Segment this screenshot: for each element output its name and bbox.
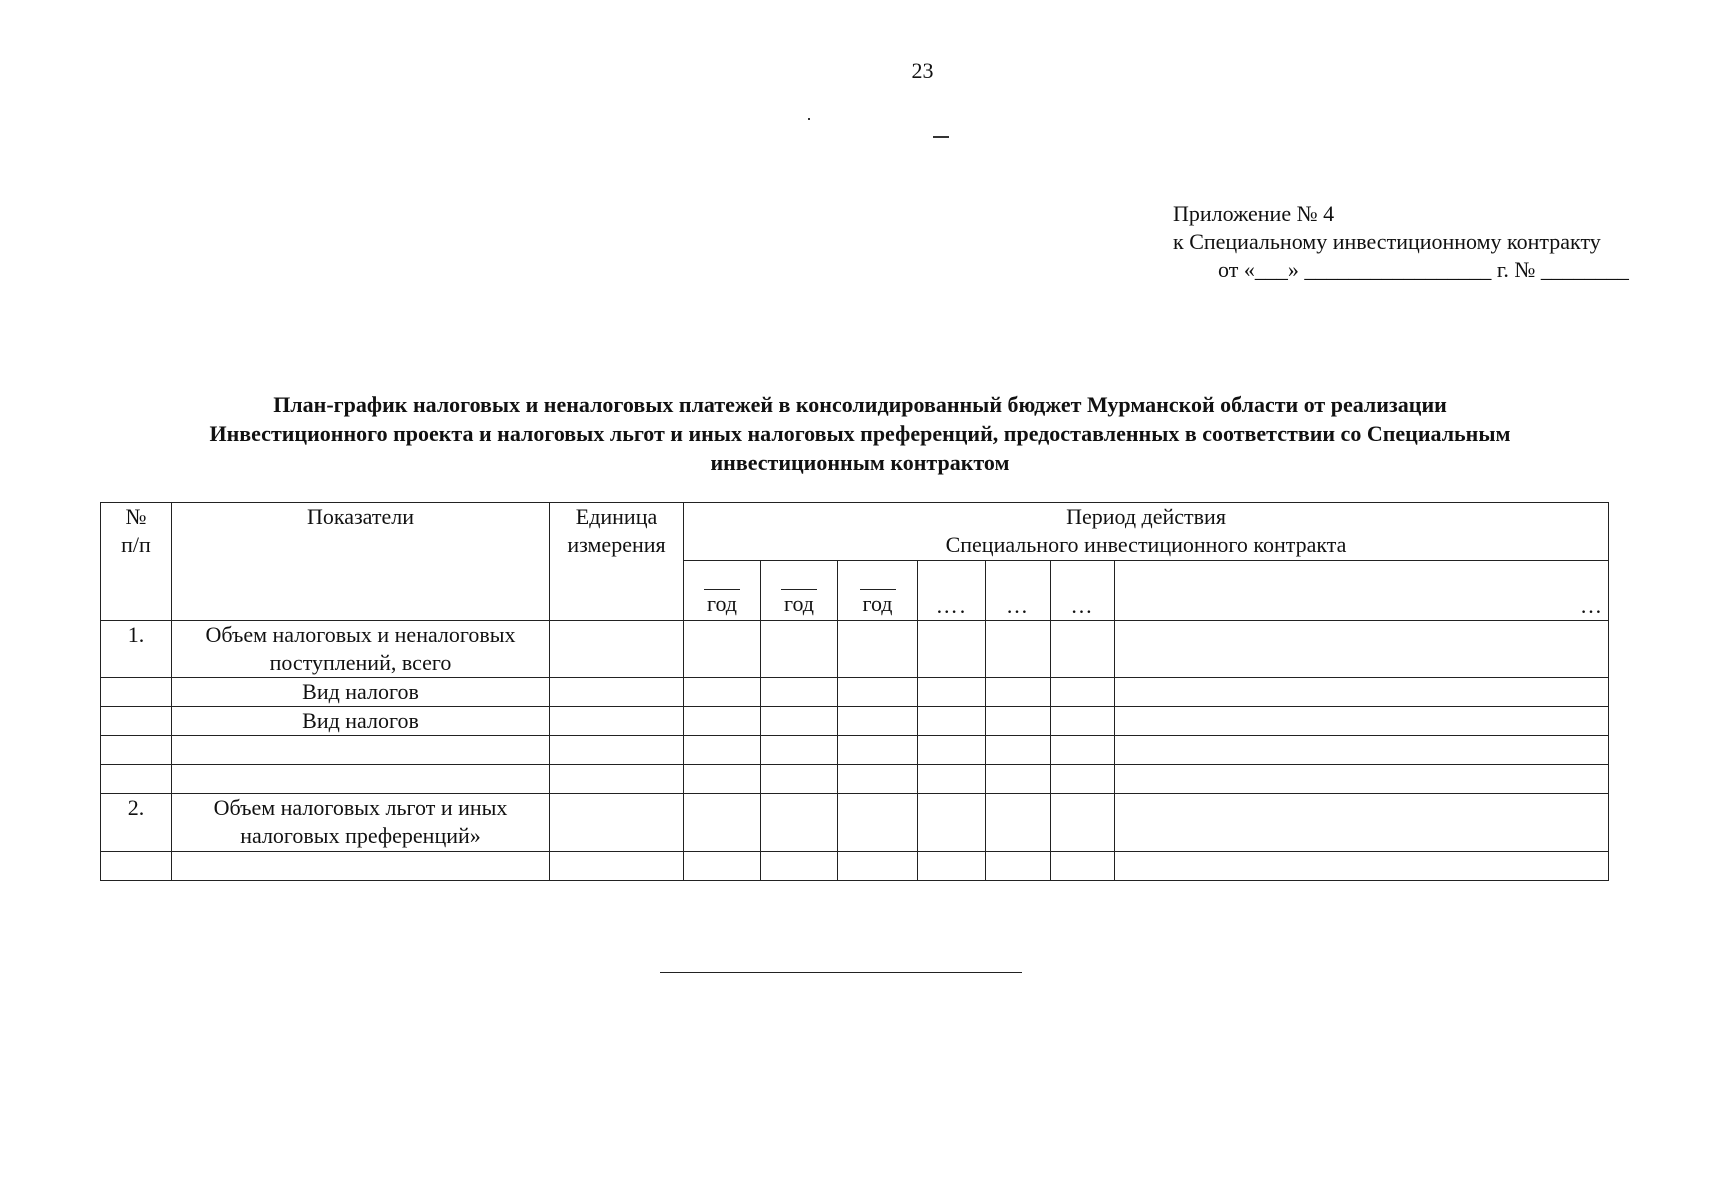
cell (838, 852, 918, 881)
header-period-line: Период действия (1066, 504, 1226, 529)
table-row (101, 621, 1609, 678)
cell (1051, 707, 1115, 736)
cell (550, 736, 684, 765)
period-label: год (706, 591, 738, 616)
header-number-line: № (125, 504, 147, 529)
cell (838, 794, 918, 852)
title-line: Инвестиционного проекта и налоговых льгот и иных налоговых преференций, предоставленных в соответствии со Специальным (209, 421, 1511, 446)
page-number: 23 (911, 58, 934, 83)
cell (986, 765, 1051, 794)
period-ellipsis-column: … (1051, 561, 1115, 621)
table-row (101, 794, 1609, 852)
period-label: год (862, 591, 893, 616)
table-row (101, 765, 1609, 794)
appendix-contract: к Специальному инвестиционному контракту (1173, 229, 1601, 254)
period-year-column (761, 561, 838, 621)
cell (918, 678, 986, 707)
header-period (684, 503, 1609, 561)
period-ellipsis-column: … (986, 561, 1051, 621)
indicator-line: Объем налоговых и неналоговых (205, 622, 516, 647)
cell (550, 852, 684, 881)
cell (918, 621, 986, 678)
period-ellipsis-column: …. (918, 561, 986, 621)
row-number (101, 765, 172, 794)
cell (761, 765, 838, 794)
payment-schedule-table (100, 502, 1609, 881)
cell (1051, 852, 1115, 881)
appendix-number: Приложение № 4 (1173, 201, 1335, 226)
appendix-date-number: от «___» _________________ г. № ________ (1218, 257, 1629, 282)
cell (550, 794, 684, 852)
cell (684, 707, 761, 736)
period-year-column (838, 561, 918, 621)
cell (1051, 736, 1115, 765)
header-number-line: п/п (121, 532, 151, 557)
row-indicator (172, 852, 550, 881)
period-year-column (684, 561, 761, 621)
header-unit-line: измерения (567, 532, 666, 557)
title-line: План-график налоговых и неналоговых платежей в консолидированный бюджет Мурманской области от реализации (273, 392, 1447, 417)
row-indicator (172, 736, 550, 765)
period-ellipsis-column: … (1115, 561, 1609, 621)
cell (838, 678, 918, 707)
indicator-line: налоговых преференций» (240, 823, 481, 848)
cell (684, 765, 761, 794)
cell (1115, 707, 1609, 736)
header-unit-line: Единица (575, 504, 658, 529)
cell (986, 736, 1051, 765)
row-indicator (172, 765, 550, 794)
table-row (101, 678, 1609, 707)
row-indicator (172, 794, 550, 852)
row-indicator: Вид налогов (172, 678, 550, 707)
table-row (101, 736, 1609, 765)
scan-speck (933, 136, 949, 138)
cell (1115, 678, 1609, 707)
cell (684, 678, 761, 707)
row-number: 1. (101, 621, 172, 678)
title-line: инвестиционным контрактом (710, 450, 1010, 475)
cell (761, 794, 838, 852)
cell (761, 678, 838, 707)
cell (550, 621, 684, 678)
footer-divider (660, 972, 1022, 973)
cell (761, 736, 838, 765)
cell (684, 794, 761, 852)
cell (918, 736, 986, 765)
cell (1115, 736, 1609, 765)
row-indicator (172, 621, 550, 678)
scan-speck (808, 118, 810, 120)
appendix-reference (1173, 200, 1629, 284)
cell (761, 852, 838, 881)
cell (1115, 621, 1609, 678)
cell (1115, 794, 1609, 852)
header-indicators: Показатели (172, 503, 550, 621)
cell (550, 765, 684, 794)
cell (684, 852, 761, 881)
cell (838, 707, 918, 736)
document-title (60, 390, 1660, 477)
cell (838, 621, 918, 678)
cell (918, 707, 986, 736)
row-number (101, 707, 172, 736)
header-row (101, 503, 1609, 561)
cell (1051, 621, 1115, 678)
row-number (101, 852, 172, 881)
cell (986, 794, 1051, 852)
header-number (101, 503, 172, 621)
cell (838, 736, 918, 765)
cell (684, 736, 761, 765)
row-number (101, 678, 172, 707)
cell (1051, 794, 1115, 852)
header-unit (550, 503, 684, 621)
cell (918, 852, 986, 881)
cell (761, 707, 838, 736)
cell (918, 765, 986, 794)
cell (1051, 678, 1115, 707)
cell (986, 621, 1051, 678)
cell (1115, 765, 1609, 794)
row-number: 2. (101, 794, 172, 852)
header-period-line: Специального инвестиционного контракта (945, 532, 1347, 557)
cell (761, 621, 838, 678)
cell (1051, 765, 1115, 794)
row-number (101, 736, 172, 765)
cell (684, 621, 761, 678)
table-row (101, 852, 1609, 881)
cell (838, 765, 918, 794)
cell (986, 678, 1051, 707)
indicator-line: Объем налоговых льгот и иных (213, 795, 508, 820)
cell (918, 794, 986, 852)
indicator-line: поступлений, всего (269, 650, 452, 675)
cell (1115, 852, 1609, 881)
period-label: год (783, 591, 815, 616)
cell (550, 707, 684, 736)
table-row (101, 707, 1609, 736)
cell (986, 707, 1051, 736)
cell (986, 852, 1051, 881)
cell (550, 678, 684, 707)
row-indicator: Вид налогов (172, 707, 550, 736)
